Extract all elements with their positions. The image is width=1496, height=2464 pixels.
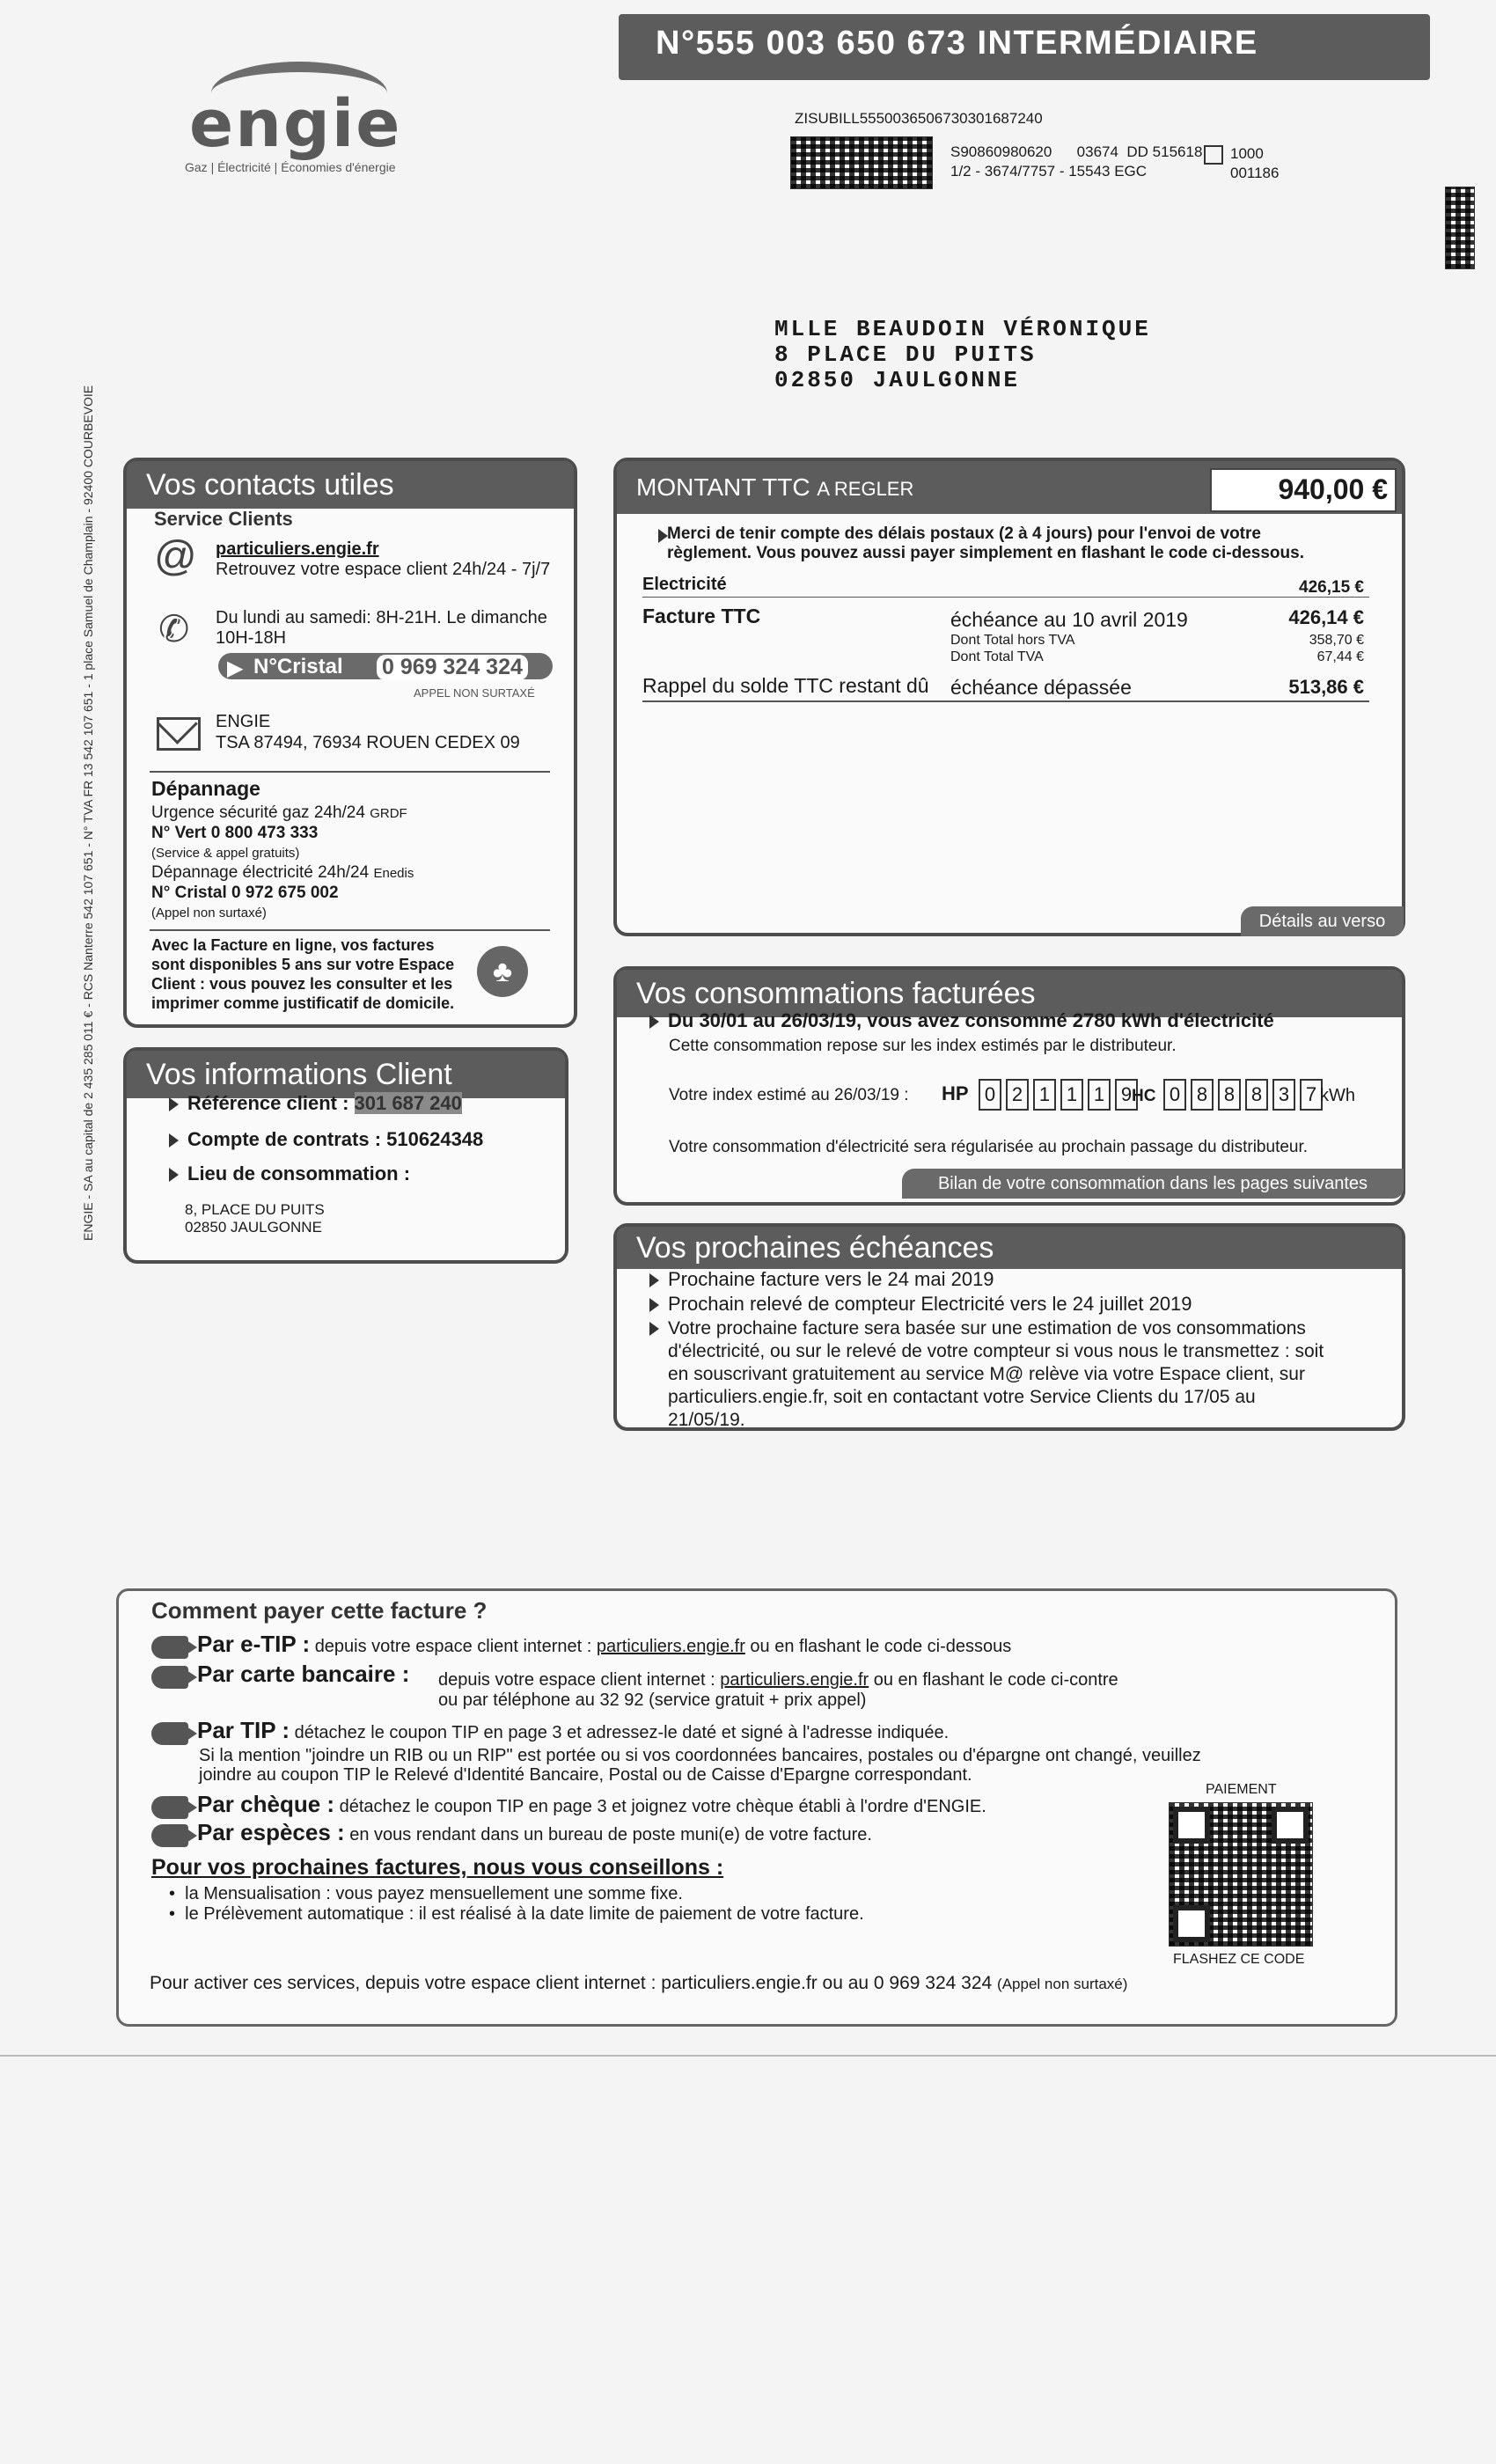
invoice-number-banner: [619, 14, 1430, 80]
notice-arrow-icon: [658, 529, 668, 543]
cb-details: [438, 1669, 1118, 1690]
barcode-reference: ZISUBILL5550036506730301687240: [795, 110, 1043, 127]
cb-text: depuis votre espace client internet :: [438, 1670, 715, 1690]
estimation-line4: particuliers.engie.fr, soit en contactant votre Service Clients du 17/05 au: [668, 1387, 1256, 1407]
at-icon: @: [154, 533, 197, 580]
hp-digit: 9: [1115, 1079, 1138, 1111]
pay-tip: [151, 1717, 950, 1745]
qr-bottom-label: FLASHEZ CE CODE: [1173, 1952, 1305, 1967]
payment-title: Comment payer cette facture ?: [151, 1597, 488, 1624]
client-info-title: Vos informations Client: [127, 1051, 565, 1098]
mail-code-right1: 1000: [1230, 145, 1264, 162]
client-ref-label: Référence client :: [187, 1092, 349, 1114]
cristal-pill: [218, 653, 553, 679]
cb-phone: ou par téléphone au 32 92 (service gratuit + prix appel): [438, 1690, 867, 1710]
activation-footer: [150, 1973, 1127, 1995]
amount-title-small: A REGLER: [817, 478, 914, 500]
mail-code-line1: S90860980620 03674 DD 515618: [950, 143, 1203, 160]
pay-especes: [151, 1819, 872, 1847]
elec-note: (Appel non surtaxé): [151, 906, 267, 920]
hp-digit: 0: [979, 1079, 1001, 1111]
website-link[interactable]: particuliers.engie.fr: [216, 539, 379, 559]
datamatrix-code: [790, 136, 933, 189]
service-clients-heading: Service Clients: [154, 508, 293, 530]
consumption-summary-text: Du 30/01 au 26/03/19, vous avez consommé 2780 kWh d'électricité: [668, 1009, 1274, 1031]
rappel-label: Rappel du solde TTC restant dû: [642, 674, 929, 697]
consumption-place-label: Lieu de consommation :: [187, 1162, 411, 1184]
etip-text: depuis votre espace client internet :: [314, 1637, 592, 1656]
index-label: Votre index estimé au 26/03/19 :: [669, 1086, 909, 1104]
tip-rib-note2: joindre au coupon TIP le Relevé d'Identité Bancaire, Postal ou de Caisse d'Epargne correspondant.: [199, 1765, 972, 1785]
hc-digit: 3: [1272, 1079, 1295, 1111]
addressee-city: 02850 JAULGONNE: [774, 367, 1021, 393]
online-line4: imprimer comme justificatif de domicile.: [151, 994, 455, 1012]
etip-text2: ou en flashant le code ci-dessous: [750, 1637, 1012, 1656]
estimation-line5: 21/05/19.: [668, 1410, 745, 1430]
cristal-number[interactable]: 0 969 324 324: [377, 655, 528, 680]
hp-digit: 1: [1033, 1079, 1056, 1111]
next-reading: [649, 1294, 1192, 1315]
phone-icon: ✆: [158, 608, 190, 649]
logo-word: engie: [189, 86, 402, 162]
cheque-text: détachez le coupon TIP en page 3 et joignez votre chèque établi à l'ordre d'ENGIE.: [339, 1797, 986, 1816]
online-line2: sont disponibles 5 ans sur votre Espace: [151, 956, 455, 973]
hc-digit: 7: [1300, 1079, 1323, 1111]
cristal-note: APPEL NON SURTAXÉ: [414, 686, 535, 700]
mail-envelope-icon: [157, 717, 201, 751]
hours-line2: 10H-18H: [216, 628, 287, 648]
regularisation-note: Votre consommation d'électricité sera régularisée au prochain passage du distributeur.: [669, 1138, 1309, 1156]
postal-delay-notice: [667, 524, 1380, 563]
advice-mensualisation: • la Mensualisation : vous payez mensuellement une somme fixe.: [169, 1884, 683, 1903]
mail-code-right2: 001186: [1230, 165, 1280, 181]
client-ref-value: 301 687 240: [354, 1092, 462, 1114]
legal-mention-vertical: ENGIE - SA au capital de 2 435 285 011 € - RCS Nanterre 542 107 651 - N° TVA FR 13 542 107 651 - 1 place Samuel de Champlain - 92400 COURBEVOIE: [81, 385, 95, 1241]
facture-due-date: échéance au 10 avril 2019: [950, 608, 1188, 631]
gaz-urgency-text: Urgence sécurité gaz 24h/24: [151, 803, 365, 822]
elec-depannage: [151, 862, 414, 884]
hp-index-digits: [979, 1079, 1142, 1111]
gaz-number: N° Vert 0 800 473 333: [151, 824, 319, 842]
next-estimation: [649, 1317, 1324, 1432]
cb-label: Par carte bancaire :: [197, 1661, 410, 1687]
cb-link[interactable]: particuliers.engie.fr: [720, 1670, 869, 1690]
hand-pointer-icon: [151, 1722, 188, 1745]
online-invoice-text: [151, 935, 454, 1013]
rappel-value: 513,86 €: [1288, 676, 1364, 698]
tip-label: Par TIP :: [197, 1717, 290, 1743]
checkbox-square: [1204, 145, 1223, 165]
elec-depannage-text: Dépannage électricité 24h/24: [151, 863, 370, 882]
tip-text: détachez le coupon TIP en page 3 et adressez-le daté et signé à l'adresse indiquée.: [294, 1723, 950, 1742]
online-line3: Client : vous pouvez les consulter et les: [151, 975, 453, 993]
facture-ttc-value: 426,14 €: [1288, 606, 1364, 628]
footer-text: Pour activer ces services, depuis votre espace client internet : particuliers.engie.fr ou au 0 969 324 324: [150, 1973, 993, 1993]
consumption-address-line1: 8, PLACE DU PUITS: [185, 1201, 325, 1218]
pay-cheque: [151, 1793, 986, 1819]
addressee-street: 8 PLACE DU PUITS: [774, 341, 1037, 368]
hp-digit: 2: [1006, 1079, 1029, 1111]
hc-label: HC: [1132, 1087, 1156, 1105]
advice-title: Pour vos prochaines factures, nous vous conseillons :: [151, 1855, 724, 1880]
amount-total-box: [1210, 468, 1397, 512]
next-invoice-text: Prochaine facture vers le 24 mai 2019: [668, 1268, 994, 1290]
advice-2-text: le Prélèvement automatique : il est réalisé à la date limite de paiement de votre facture.: [185, 1904, 864, 1924]
pay-cb: [151, 1663, 409, 1689]
electricite-label: Electricité: [642, 575, 727, 594]
estimation-line2: d'électricité, ou sur le relevé de votre compteur si vous nous le transmettez : soit: [668, 1341, 1324, 1361]
facture-ttc-label: Facture TTC: [642, 605, 761, 627]
footer-note: (Appel non surtaxé): [997, 1976, 1128, 1992]
amount-title-main: MONTANT TTC: [636, 473, 810, 501]
notice-line1: Merci de tenir compte des délais postaux (2 à 4 jours) pour l'envoi de votre: [667, 524, 1261, 543]
addressee-name: MLLE BEAUDOIN VÉRONIQUE: [774, 316, 1151, 342]
next-deadlines-title: Vos prochaines échéances: [617, 1227, 1402, 1269]
gaz-operator: GRDF: [370, 806, 407, 821]
estimation-line3: en souscrivant gratuitement au service M@ relève via votre Espace client, sur: [668, 1364, 1305, 1384]
page-edge: [0, 2055, 1496, 2057]
tip-rib-note: Si la mention "joindre un RIB ou un RIP" est portée ou si vos coordonnées bancaires, postales ou d'épargne ont changé, veuillez: [199, 1746, 1201, 1765]
play-icon: ▶: [227, 656, 244, 680]
ht-label: Dont Total hors TVA: [950, 633, 1075, 648]
advice-prelevement: • le Prélèvement automatique : il est réalisé à la date limite de paiement de votre facture.: [169, 1904, 864, 1924]
kwh-unit: kWh: [1320, 1086, 1355, 1105]
bilan-link[interactable]: Bilan de votre consommation dans les pages suivantes: [902, 1169, 1404, 1199]
notice-line2: règlement. Vous pouvez aussi payer simplement en flashant le code ci-dessous.: [667, 544, 1304, 562]
pay-etip: [151, 1633, 1011, 1659]
hc-index-digits: [1163, 1079, 1327, 1111]
gaz-note: (Service & appel gratuits): [151, 846, 300, 861]
etip-label: Par e-TIP :: [197, 1631, 311, 1657]
addressee-block: [774, 317, 1151, 393]
postal-address: TSA 87494, 76934 ROUEN CEDEX 09: [216, 733, 520, 752]
mail-code-line2: 1/2 - 3674/7757 - 15543 EGC: [950, 163, 1148, 180]
ht-value: 358,70 €: [1309, 633, 1364, 648]
consumption-title: Vos consommations facturées: [617, 970, 1402, 1017]
gaz-urgency: [151, 803, 407, 825]
consumption-place: [169, 1163, 410, 1184]
amount-total: 940,00 €: [1278, 473, 1388, 505]
elec-number: N° Cristal 0 972 675 002: [151, 884, 339, 902]
engie-logo: [172, 62, 436, 185]
rappel-due: échéance dépassée: [950, 676, 1132, 699]
tva-label: Dont Total TVA: [950, 649, 1044, 664]
contract-label: Compte de contrats :: [187, 1128, 382, 1150]
etip-link[interactable]: particuliers.engie.fr: [596, 1637, 745, 1656]
especes-label: Par espèces :: [197, 1819, 345, 1845]
consumption-address: [185, 1201, 325, 1236]
consumption-estimate-note: Cette consommation repose sur les index estimés par le distributeur.: [669, 1037, 1177, 1055]
postal-name: ENGIE: [216, 712, 271, 731]
hc-digit: 8: [1191, 1079, 1214, 1111]
invoice-number: N°555 003 650 673 INTERMÉDIAIRE: [656, 25, 1258, 62]
consumption-summary: [649, 1010, 1274, 1031]
electricite-value: 426,15 €: [1299, 578, 1364, 597]
next-reading-text: Prochain relevé de compteur Electricité vers le 24 juillet 2019: [668, 1293, 1192, 1315]
hand-pointer-icon: [151, 1824, 188, 1847]
tree-icon: ♣: [477, 946, 528, 997]
contacts-title: Vos contacts utiles: [127, 461, 574, 509]
elec-operator: Enedis: [373, 866, 414, 881]
hand-pointer-icon: [151, 1796, 188, 1819]
cb-text2: ou en flashant le code ci-contre: [873, 1670, 1118, 1690]
estimation-line1: Votre prochaine facture sera basée sur une estimation de vos consommations: [668, 1318, 1306, 1338]
especes-text: en vous rendant dans un bureau de poste muni(e) de votre facture.: [349, 1825, 872, 1844]
tva-value: 67,44 €: [1316, 649, 1364, 664]
payment-qr-code[interactable]: [1169, 1802, 1313, 1947]
hand-pointer-icon: [151, 1666, 188, 1689]
advice-1-text: la Mensualisation : vous payez mensuellement une somme fixe.: [185, 1884, 683, 1903]
hp-digit: 1: [1088, 1079, 1111, 1111]
hc-digit: 0: [1163, 1079, 1186, 1111]
cristal-label: N°Cristal: [253, 655, 343, 678]
online-line1: Avec la Facture en ligne, vos factures: [151, 936, 435, 954]
cheque-label: Par chèque :: [197, 1791, 335, 1817]
contract-account: [169, 1129, 483, 1150]
depannage-heading: Dépannage: [151, 777, 260, 800]
client-ref: [169, 1093, 462, 1114]
hp-label: HP: [942, 1082, 969, 1104]
hp-digit: 1: [1060, 1079, 1083, 1111]
hours-line1: Du lundi au samedi: 8H-21H. Le dimanche: [216, 608, 547, 627]
next-invoice: [649, 1269, 994, 1290]
details-verso-link[interactable]: Détails au verso: [1241, 906, 1404, 936]
hand-pointer-icon: [151, 1636, 188, 1659]
contract-value: 510624348: [386, 1128, 484, 1150]
consumption-address-line2: 02850 JAULGONNE: [185, 1219, 322, 1236]
hc-digit: 8: [1218, 1079, 1241, 1111]
hc-digit: 8: [1245, 1079, 1268, 1111]
side-datamatrix: [1445, 187, 1475, 269]
logo-tagline: Gaz | Électricité | Économies d'énergie: [185, 160, 396, 174]
website-desc: Retrouvez votre espace client 24h/24 - 7j/7: [216, 560, 551, 579]
qr-top-label: PAIEMENT: [1206, 1782, 1277, 1797]
